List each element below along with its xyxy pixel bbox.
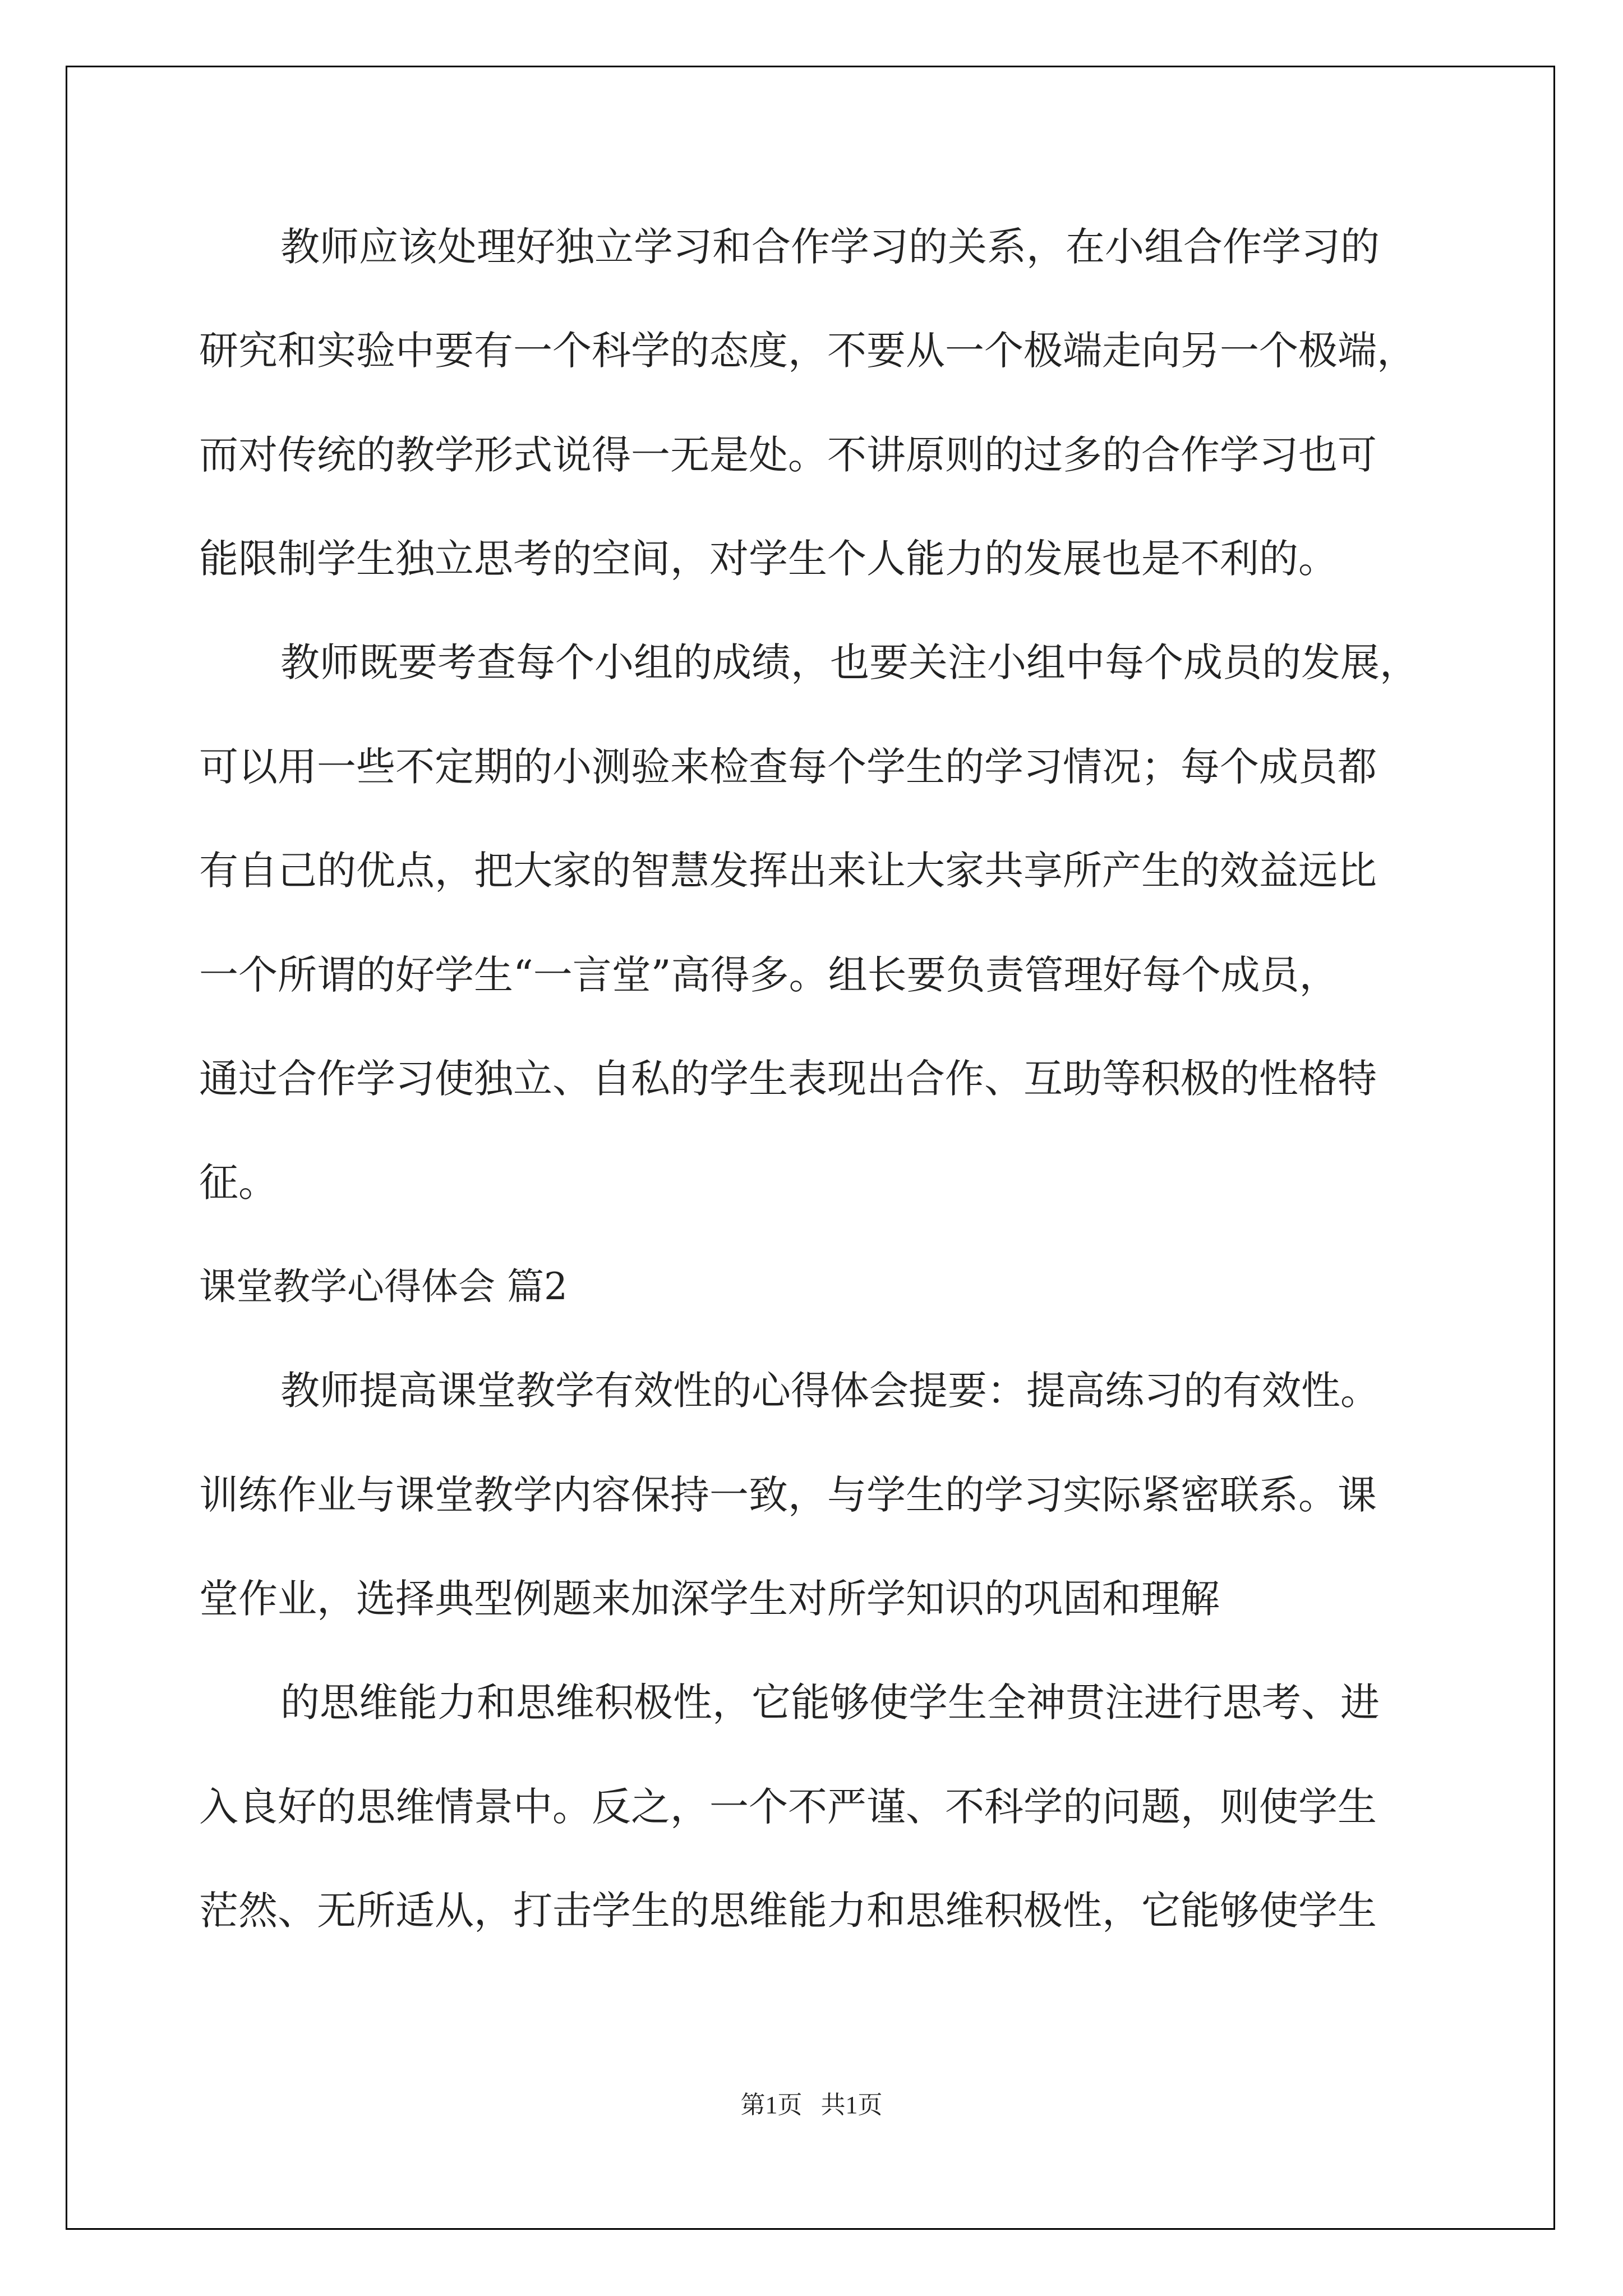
text-line: 教师既要考查每个小组的成绩，也要关注小组中每个成员的发展， <box>280 639 1419 685</box>
text-line: 训练作业与课堂教学内容保持一致，与学生的学习实际紧密联系。课 <box>199 1472 1377 1518</box>
section-heading: 课堂教学心得体会 篇2 <box>199 1265 568 1308</box>
text-line: 而对传统的教学形式说得一无是处。不讲原则的过多的合作学习也可 <box>199 432 1377 478</box>
text-line: 教师应该处理好独立学习和合作学习的关系，在小组合作学习的 <box>280 224 1380 270</box>
text-line: 可以用一些不定期的小测验来检查每个学生的学习情况；每个成员都 <box>199 744 1377 790</box>
text-line: 征。 <box>199 1159 278 1205</box>
text-line: 入良好的思维情景中。反之，一个不严谨、不科学的问题，则使学生 <box>199 1784 1377 1830</box>
text-line: 能限制学生独立思考的空间，对学生个人能力的发展也是不利的。 <box>199 536 1338 582</box>
text-line: 教师提高课堂教学有效性的心得体会提要：提高练习的有效性。 <box>280 1368 1380 1414</box>
text-line: 堂作业，选择典型例题来加深学生对所学知识的巩固和理解 <box>199 1576 1220 1622</box>
text-line: 通过合作学习使独立、自私的学生表现出合作、互助等积极的性格特 <box>199 1056 1377 1102</box>
text-line: 研究和实验中要有一个科学的态度，不要从一个极端走向另一个极端， <box>199 328 1416 374</box>
page-footer: 第1页 共1页 <box>740 2091 883 2119</box>
text-line: 有自己的优点，把大家的智慧发挥出来让大家共享所产生的效益远比 <box>199 848 1377 894</box>
text-line: 一个所谓的好学生“一言堂”高得多。组长要负责管理好每个成员， <box>199 952 1339 998</box>
text-line: 的思维能力和思维积极性，它能够使学生全神贯注进行思考、进 <box>280 1680 1380 1726</box>
text-line: 茫然、无所适从，打击学生的思维能力和思维积极性，它能够使学生 <box>199 1888 1377 1934</box>
